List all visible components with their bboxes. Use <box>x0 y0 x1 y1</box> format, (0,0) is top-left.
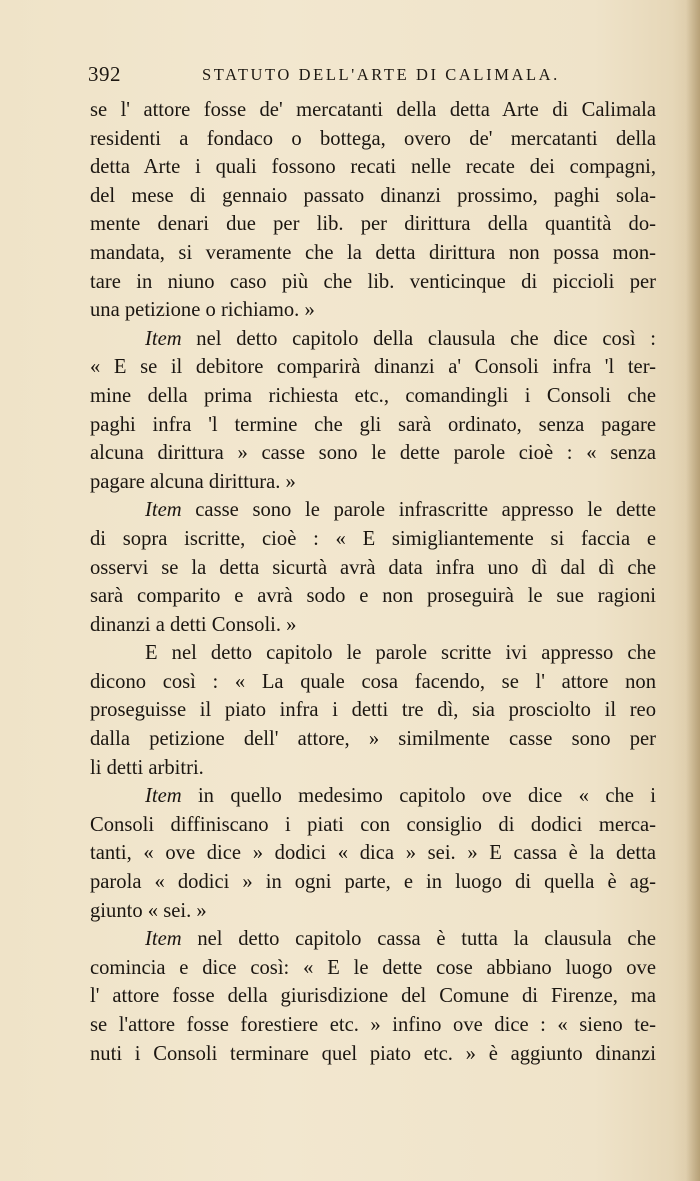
page-edge-shadow <box>686 0 700 1181</box>
text-line: se l' attore fosse de' mercatanti della detta Arte di Calimala <box>90 99 656 121</box>
text-line: pagare alcuna dirittura. » <box>90 470 296 493</box>
paragraph <box>90 325 656 497</box>
running-head <box>88 61 643 87</box>
running-title: STATUTO DELL'ARTE DI CALIMALA. <box>202 65 560 84</box>
text-line: paghi infra 'l termine che gli sarà ordinato, senza pagare <box>90 413 656 436</box>
text-line: tanti, « ove dice » dodici « dica » sei. » E cassa è la detta <box>90 842 656 865</box>
text-line: nuti i Consoli terminare quel piato etc. » è aggiunto dinanzi <box>90 1042 656 1065</box>
text-line: parola « dodici » in ogni parte, e in luogo di quella è ag- <box>90 871 656 894</box>
text-line <box>90 782 656 811</box>
item-word: Item <box>145 327 182 350</box>
text-span: casse sono le parole infrascritte appresso le dette <box>181 499 656 522</box>
item-word: Item <box>145 785 182 808</box>
text-line: del mese di gennaio passato dinanzi prossimo, paghi sola- <box>90 184 656 207</box>
text-line: proseguisse il piato infra i detti tre dì, sia prosciolto il reo <box>90 699 656 722</box>
text-line: di sopra iscritte, cioè : « E simigliantemente si faccia e <box>90 527 656 550</box>
text-line: dinanzi a detti Consoli. » <box>90 613 297 636</box>
text-line: osservi se la detta sicurtà avrà data infra uno dì dal dì che <box>90 556 656 579</box>
text-line: una petizione o richiamo. » <box>90 299 315 322</box>
text-line: mandata, si veramente che la detta dirittura non possa mon- <box>90 241 656 264</box>
text-line: li detti arbitri. <box>90 756 204 779</box>
paragraph <box>90 925 656 1068</box>
text-line: mente denari due per lib. per dirittura della quantità do- <box>90 213 656 236</box>
text-line: alcuna dirittura » casse sono le dette parole cioè : « senza <box>90 442 656 465</box>
paragraph <box>90 496 656 639</box>
text-line <box>90 496 656 525</box>
paragraph <box>90 96 656 325</box>
text-line: giunto « sei. » <box>90 899 207 922</box>
text-line: comincia e dice così: « E le dette cose abbiano luogo ove <box>90 956 656 979</box>
text-line: tare in niuno caso più che lib. venticinque di piccioli per <box>90 270 656 293</box>
text-line: mine della prima richiesta etc., comandingli i Consoli che <box>90 384 656 407</box>
text-line: l' attore fosse della giurisdizione del Comune di Firenze, ma <box>90 985 656 1008</box>
text-span: nel detto capitolo della clausula che dice così : <box>181 327 656 350</box>
text-span: in quello medesimo capitolo ove dice « che i <box>181 785 656 808</box>
text-line: « E se il debitore comparirà dinanzi a' Consoli infra 'l ter- <box>90 356 656 379</box>
text-line: detta Arte i quali fossono recati nelle recate dei compagni, <box>90 156 656 179</box>
item-word: Item <box>145 499 182 522</box>
text-line: residenti a fondaco o bottega, overo de' mercatanti della <box>90 127 656 150</box>
text-line: dalla petizione dell' attore, » similmente casse sono per <box>90 728 656 751</box>
text-line <box>90 325 656 354</box>
item-word: Item <box>145 928 182 951</box>
text-line: dicono così : « La quale cosa facendo, se l' attore non <box>90 670 656 693</box>
paragraph <box>90 639 656 782</box>
text-span: nel detto capitolo cassa è tutta la clausula che <box>181 928 656 951</box>
text-line: Consoli diffiniscano i piati con consiglio di dodici merca- <box>90 813 656 836</box>
text-line: sarà comparito e avrà sodo e non proseguirà le sue ragioni <box>90 585 656 608</box>
page-number: 392 <box>88 62 121 86</box>
text-line <box>90 925 656 954</box>
text-line: se l'attore fosse forestiere etc. » infino ove dice : « sieno te- <box>90 1014 656 1036</box>
text-line: E nel detto capitolo le parole scritte ivi appresso che <box>145 642 656 665</box>
paragraph <box>90 782 656 925</box>
body-text <box>90 96 656 1068</box>
